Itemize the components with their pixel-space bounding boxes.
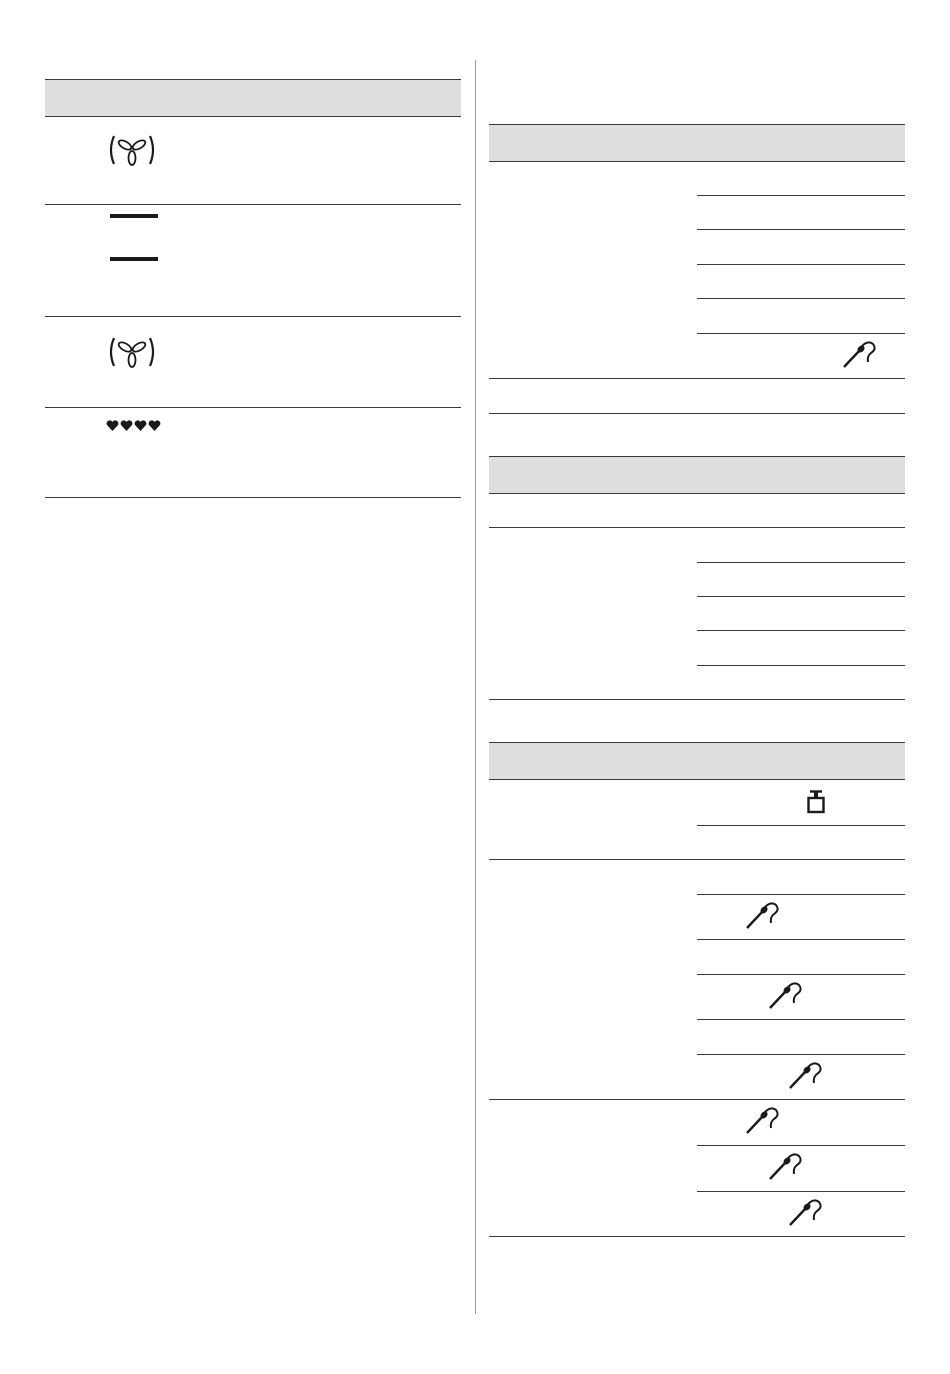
sub-row-divider <box>697 894 905 895</box>
bar-icon <box>110 214 158 218</box>
sub-row-divider <box>697 1191 905 1192</box>
fan-icon <box>108 336 156 368</box>
probe-icon <box>788 1061 824 1091</box>
right-table-3-header <box>489 742 905 780</box>
heart-icon <box>106 420 162 432</box>
probe-icon <box>788 1198 824 1228</box>
left-row-divider <box>45 204 461 205</box>
sub-row-divider <box>697 630 905 631</box>
sub-row-divider <box>697 1054 905 1055</box>
weight-icon <box>806 790 826 814</box>
row-divider <box>489 378 905 379</box>
probe-icon <box>745 1106 781 1136</box>
sub-row-divider <box>697 562 905 563</box>
sub-row-divider <box>697 825 905 826</box>
right-table-3-bottom <box>489 1236 905 1237</box>
probe-icon <box>768 981 804 1011</box>
left-row-divider <box>45 407 461 408</box>
sub-row-divider <box>697 939 905 940</box>
sub-row-divider <box>697 596 905 597</box>
column-divider <box>475 60 476 1314</box>
sub-row-divider <box>697 264 905 265</box>
sub-row-divider <box>697 974 905 975</box>
sub-row-divider <box>697 333 905 334</box>
fan-icon <box>108 134 156 166</box>
probe-icon <box>842 340 878 370</box>
left-row-divider <box>45 316 461 317</box>
sub-row-divider <box>697 195 905 196</box>
sub-row-divider <box>697 229 905 230</box>
right-table-1-header <box>489 124 905 162</box>
row-divider <box>489 413 905 414</box>
sub-row-divider <box>697 665 905 666</box>
right-table-2-header <box>489 456 905 494</box>
left-table-header <box>45 79 461 117</box>
row-divider <box>489 527 905 528</box>
sub-row-divider <box>697 1019 905 1020</box>
sub-row-divider <box>697 298 905 299</box>
probe-icon <box>745 901 781 931</box>
sub-row-divider <box>697 1145 905 1146</box>
probe-icon <box>768 1152 804 1182</box>
row-divider <box>489 699 905 700</box>
bar-icon <box>110 257 158 261</box>
row-divider <box>489 1099 905 1100</box>
row-divider <box>489 859 905 860</box>
left-table-bottom <box>45 497 461 498</box>
